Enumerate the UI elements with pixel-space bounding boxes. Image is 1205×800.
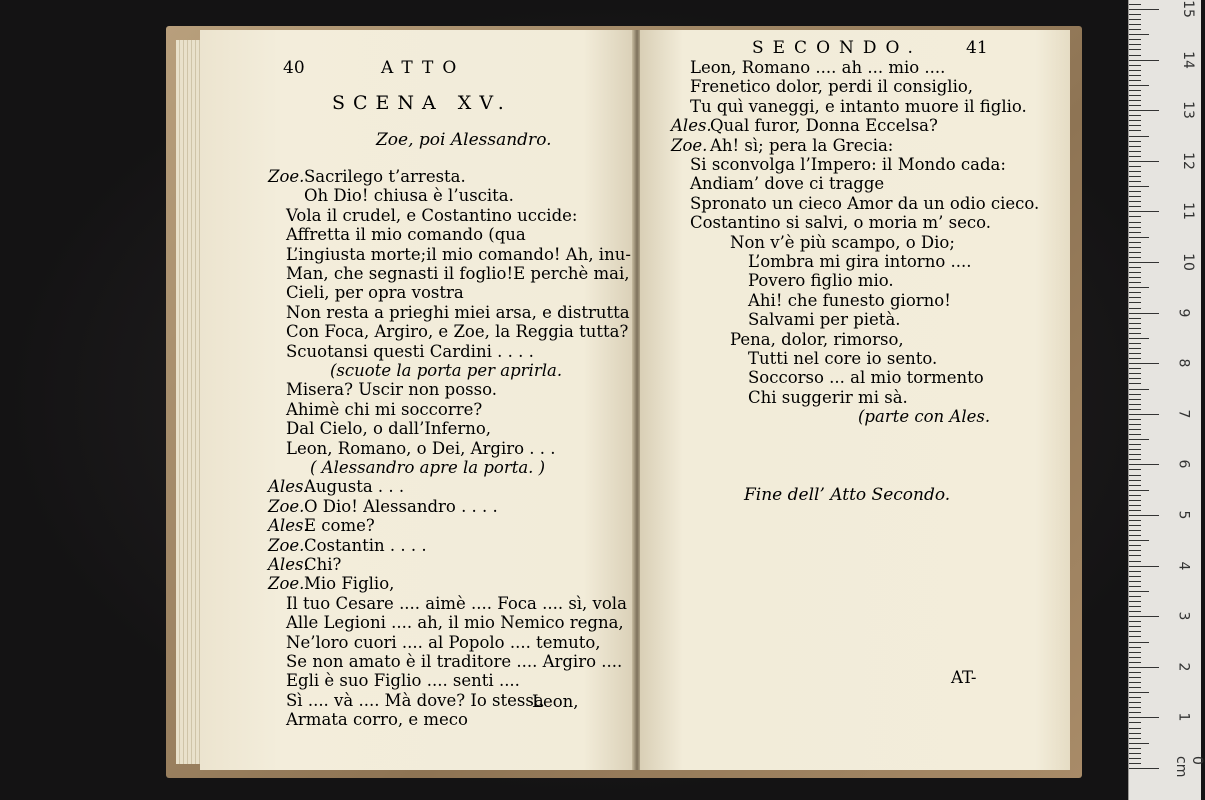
ruler-tick <box>1129 328 1141 329</box>
ruler-tick <box>1129 768 1159 769</box>
ruler-tick <box>1129 662 1141 663</box>
ruler-tick <box>1129 378 1141 379</box>
ruler-tick <box>1129 151 1141 152</box>
verse-line: Chi? <box>304 555 342 574</box>
ruler-tick <box>1129 70 1141 71</box>
verse-line: O Dio! Alessandro . . . . <box>304 496 498 516</box>
ruler-tick <box>1129 677 1141 678</box>
ruler-tick <box>1129 302 1141 303</box>
speaker-label: Ales. <box>671 116 712 136</box>
verse-line: Ahi! che funesto giorno! <box>748 290 951 310</box>
ruler-tick <box>1129 252 1141 253</box>
verse-line: L’ingiusta morte;il mio comando! Ah, inu- <box>286 244 631 264</box>
ruler-tick <box>1129 763 1141 764</box>
ruler-tick <box>1129 475 1141 476</box>
ruler-tick <box>1129 277 1141 278</box>
ruler-tick <box>1129 717 1159 718</box>
ruler-tick <box>1129 404 1141 405</box>
ruler-tick <box>1129 439 1149 440</box>
ruler-tick <box>1129 242 1141 243</box>
ruler-tick <box>1129 100 1141 101</box>
ruler-tick <box>1129 485 1141 486</box>
verse-line: Man, che segnasti il foglio!E perchè mai, <box>286 264 630 283</box>
ruler-tick <box>1129 186 1149 187</box>
verse-line: Dal Cielo, o dall’Inferno, <box>286 419 492 439</box>
ruler-tick <box>1129 120 1141 121</box>
ruler-tick <box>1129 176 1141 177</box>
ruler-tick <box>1129 115 1141 116</box>
ruler-tick <box>1129 636 1141 637</box>
verse-line: Sacrilego t’arresta. <box>304 167 466 186</box>
ruler-tick <box>1129 222 1141 223</box>
verse-line: Andiam’ dove ci tragge <box>690 174 885 194</box>
verse-line: Qual furor, Donna Eccelsa? <box>710 116 938 136</box>
ruler-tick <box>1129 626 1141 627</box>
ruler-tick <box>1129 313 1159 314</box>
ruler-tick <box>1129 424 1141 425</box>
ruler-tick <box>1129 469 1141 470</box>
ruler-tick <box>1129 227 1141 228</box>
ruler-tick <box>1129 515 1159 516</box>
verse-line: Ahimè chi mi soccorre? <box>286 399 483 419</box>
ruler-tick <box>1129 454 1141 455</box>
ruler-tick <box>1129 621 1141 622</box>
ruler-tick <box>1129 490 1149 491</box>
speaker-label: Zoe. <box>268 167 305 186</box>
ruler-tick <box>1129 4 1141 5</box>
ruler-tick <box>1129 308 1141 309</box>
speaker-label: Zoe. <box>268 535 305 555</box>
verse-line: Misera? Uscir non posso. <box>286 380 497 400</box>
ruler-tick <box>1129 596 1141 597</box>
speaker-label: Ales. <box>268 477 309 497</box>
ruler-tick <box>1129 65 1141 66</box>
speaker-label: Zoe. <box>671 135 708 155</box>
ruler-tick <box>1129 748 1141 749</box>
ruler-tick <box>1129 136 1149 137</box>
ruler-tick <box>1129 130 1141 131</box>
ruler-tick <box>1129 318 1141 319</box>
ruler-mark-label: 10 <box>1179 253 1196 271</box>
ruler-mark-label: 4 <box>1175 561 1192 571</box>
ruler-tick <box>1129 343 1141 344</box>
ruler-tick <box>1129 753 1141 754</box>
verse-line: Si sconvolga l’Impero: il Mondo cada: <box>690 155 1006 174</box>
ruler-tick <box>1129 555 1141 556</box>
ruler-tick <box>1129 297 1141 298</box>
ruler-tick <box>1129 191 1141 192</box>
measurement-ruler <box>1128 0 1205 800</box>
ruler-tick <box>1129 510 1141 511</box>
verse-line: Leon, Romano, o Dei, Argiro . . . <box>286 438 556 458</box>
ruler-tick <box>1129 444 1141 445</box>
ruler-tick <box>1129 181 1141 182</box>
ruler-tick <box>1129 206 1141 207</box>
ruler-tick <box>1129 743 1149 744</box>
ruler-tick <box>1129 399 1141 400</box>
ruler-tick <box>1129 535 1141 536</box>
ruler-tick <box>1129 353 1141 354</box>
ruler-tick <box>1129 647 1141 648</box>
ruler-mark-label: 15 <box>1179 0 1196 18</box>
ruler-tick <box>1129 520 1141 521</box>
ruler-tick <box>1129 722 1141 723</box>
verse-line: Oh Dio! chiusa è l’uscita. <box>304 186 514 206</box>
ruler-tick <box>1129 90 1141 91</box>
ruler-tick <box>1129 358 1141 359</box>
verse-line: Frenetico dolor, perdi il consiglio, <box>690 77 974 97</box>
ruler-tick <box>1129 530 1141 531</box>
ruler-tick <box>1129 464 1159 465</box>
ruler-tick <box>1129 394 1141 395</box>
ruler-tick <box>1129 631 1141 632</box>
ruler-tick <box>1129 606 1141 607</box>
verse-line: Povero figlio mio. <box>748 271 894 291</box>
ruler-tick <box>1129 697 1141 698</box>
ruler-mark-label: 2 <box>1175 662 1192 672</box>
verse-line: Pena, dolor, rimorso, <box>730 329 904 349</box>
ruler-tick <box>1129 500 1141 501</box>
ruler-tick <box>1129 110 1159 111</box>
ruler-tick <box>1129 49 1141 50</box>
verse-line: Ah! sì; pera la Grecia: <box>710 135 894 155</box>
ruler-tick <box>1129 39 1141 40</box>
verse-line: Salvami per pietà. <box>748 310 901 330</box>
ruler-tick <box>1129 141 1141 142</box>
ruler-tick <box>1129 495 1141 496</box>
verse-line: ( Alessandro apre la porta. ) <box>310 458 546 477</box>
ruler-tick <box>1129 550 1141 551</box>
ruler-mark-label: 14 <box>1179 50 1196 69</box>
ruler-tick <box>1129 373 1141 374</box>
verse-line: L’ombra mi gira intorno .... <box>748 252 972 271</box>
right-running-head: SECONDO. <box>752 38 922 58</box>
ruler-tick <box>1129 338 1149 339</box>
verse-line: Se non amato è il traditore .... Argiro .... <box>286 652 623 671</box>
ruler-tick <box>1129 480 1141 481</box>
ruler-tick <box>1129 581 1141 582</box>
ruler-tick <box>1129 672 1141 673</box>
verse-line: Mio Figlio, <box>304 574 395 594</box>
verse-line: Con Foca, Argiro, e Zoe, la Reggia tutta? <box>286 322 629 342</box>
ruler-tick <box>1129 171 1141 172</box>
verse-line: Affretta il mio comando (qua <box>286 225 526 245</box>
ruler-tick <box>1129 576 1141 577</box>
ruler-mark-label: 13 <box>1179 101 1196 120</box>
ruler-tick <box>1129 540 1149 541</box>
ruler-tick <box>1129 292 1141 293</box>
verse-line: Tu quì vaneggi, e intanto muore il figlio. <box>690 96 1027 116</box>
ruler-tick <box>1129 687 1141 688</box>
scene-subtitle: Zoe, poi Alessandro. <box>376 130 552 150</box>
ruler-tick <box>1129 211 1159 212</box>
ruler-tick <box>1129 449 1141 450</box>
ruler-tick <box>1129 19 1141 20</box>
ruler-tick <box>1129 652 1141 653</box>
ruler-tick <box>1129 24 1141 25</box>
ruler-tick <box>1129 29 1141 30</box>
ruler-tick <box>1129 368 1141 369</box>
speaker-label: Zoe. <box>268 496 305 516</box>
ruler-tick <box>1129 571 1141 572</box>
ruler-tick <box>1129 429 1141 430</box>
ruler-mark-label: 11 <box>1179 202 1196 221</box>
ruler-tick <box>1129 728 1141 729</box>
ruler-mark-label: 9 <box>1175 308 1192 318</box>
ruler-tick <box>1129 201 1141 202</box>
ruler-tick <box>1129 196 1141 197</box>
verse-line: Costantino si salvi, o moria m’ seco. <box>690 213 991 233</box>
page-edges <box>176 40 202 764</box>
ruler-mark-label: 6 <box>1175 459 1192 469</box>
ruler-tick <box>1129 85 1149 86</box>
end-of-act-note: Fine dell’ Atto Secondo. <box>744 485 951 505</box>
ruler-tick <box>1129 232 1141 233</box>
verse-line: Non resta a prieghi miei arsa, e distrutta <box>286 302 630 322</box>
right-page-number: 41 <box>966 38 988 58</box>
speaker-label: Ales. <box>268 516 309 536</box>
verse-line: Il tuo Cesare .... aimè .... Foca .... sì, vola <box>286 593 627 613</box>
ruler-tick <box>1129 95 1141 96</box>
ruler-tick <box>1129 216 1141 217</box>
ruler-tick <box>1129 642 1149 643</box>
ruler-mark-label: 1 <box>1175 712 1192 722</box>
ruler-tick <box>1129 586 1141 587</box>
ruler-tick <box>1129 262 1159 263</box>
ruler-tick <box>1129 14 1141 15</box>
ruler-tick <box>1129 80 1141 81</box>
ruler-tick <box>1129 459 1141 460</box>
ruler-tick <box>1129 247 1141 248</box>
ruler-tick <box>1129 409 1141 410</box>
verse-line: Egli è suo Figlio .... senti .... <box>286 671 520 691</box>
ruler-tick <box>1129 616 1159 617</box>
right-catchword: AT- <box>951 668 977 687</box>
verse-line: Leon, Romano .... ah ... mio .... <box>690 58 946 77</box>
ruler-tick <box>1129 34 1149 35</box>
ruler-tick <box>1129 414 1159 415</box>
ruler-tick <box>1129 657 1141 658</box>
ruler-tick <box>1129 105 1141 106</box>
ruler-tick <box>1129 733 1141 734</box>
ruler-tick <box>1129 566 1159 567</box>
ruler-tick <box>1129 9 1159 10</box>
ruler-tick <box>1129 55 1141 56</box>
ruler-mark-label: 8 <box>1175 358 1192 368</box>
speaker-label: Zoe. <box>268 574 305 594</box>
verse-line: (parte con Ales. <box>858 407 991 427</box>
ruler-tick <box>1129 282 1141 283</box>
verse-line: Costantin . . . . <box>304 535 427 555</box>
ruler-tick <box>1129 561 1141 562</box>
ruler-tick <box>1129 712 1141 713</box>
ruler-tick <box>1129 287 1149 288</box>
verse-line: Soccorso ... al mio tormento <box>748 368 984 388</box>
ruler-tick <box>1129 363 1159 364</box>
ruler-tick <box>1129 237 1149 238</box>
verse-line: Cieli, per opra vostra <box>286 283 464 303</box>
verse-line: Ne’loro cuori .... al Popolo .... temuto, <box>286 632 601 652</box>
ruler-mark-label: 3 <box>1175 611 1192 621</box>
verse-line: Augusta . . . <box>304 477 405 497</box>
ruler-tick <box>1129 60 1159 61</box>
verse-line: Non v’è più scampo, o Dio; <box>730 232 955 252</box>
ruler-tick <box>1129 257 1141 258</box>
ruler-tick <box>1129 389 1149 390</box>
ruler-tick <box>1129 166 1141 167</box>
ruler-tick <box>1129 267 1141 268</box>
verse-line: (scuote la porta per aprirla. <box>330 361 563 380</box>
verse-line: Alle Legioni .... ah, il mio Nemico regna, <box>286 613 624 633</box>
verse-line: E come? <box>304 516 375 536</box>
ruler-tick <box>1129 591 1149 592</box>
verse-line: Vola il crudel, e Costantino uccide: <box>286 205 578 225</box>
scene-title: SCENA XV. <box>332 92 512 114</box>
ruler-unit-label: 0 cm <box>1173 756 1205 778</box>
ruler-tick <box>1129 125 1141 126</box>
ruler-tick <box>1129 667 1159 668</box>
ruler-tick <box>1129 707 1141 708</box>
ruler-tick <box>1129 75 1141 76</box>
ruler-tick <box>1129 702 1141 703</box>
verse-line: Sì .... và .... Mà dove? Io stessa <box>286 690 544 710</box>
ruler-mark-label: 5 <box>1175 510 1192 520</box>
ruler-tick <box>1129 348 1141 349</box>
ruler-tick <box>1129 682 1141 683</box>
ruler-tick <box>1129 383 1141 384</box>
ruler-tick <box>1129 692 1149 693</box>
ruler-tick <box>1129 156 1141 157</box>
ruler-tick <box>1129 419 1141 420</box>
ruler-tick <box>1129 758 1141 759</box>
ruler-tick <box>1129 738 1141 739</box>
ruler-tick <box>1129 601 1141 602</box>
left-page-number: 40 <box>283 58 305 78</box>
verse-line: Armata corro, e meco <box>286 710 468 730</box>
verse-line: Tutti nel core io sento. <box>748 349 938 368</box>
ruler-mark-label: 7 <box>1175 409 1192 419</box>
ruler-tick <box>1129 146 1141 147</box>
ruler-tick <box>1129 525 1141 526</box>
ruler-tick <box>1129 44 1141 45</box>
left-catchword: Leon, <box>532 692 579 711</box>
left-running-head: ATTO <box>381 58 466 78</box>
ruler-mark-label: 12 <box>1179 151 1196 170</box>
ruler-tick <box>1129 323 1141 324</box>
ruler-tick <box>1129 272 1141 273</box>
verse-line: Scuotansi questi Cardini . . . . <box>286 341 534 361</box>
speaker-label: Ales. <box>268 555 309 574</box>
ruler-tick <box>1129 333 1141 334</box>
ruler-tick <box>1129 545 1141 546</box>
ruler-tick <box>1129 434 1141 435</box>
ruler-tick <box>1129 505 1141 506</box>
verse-line: Chi suggerir mi sà. <box>748 387 908 407</box>
ruler-tick <box>1129 611 1141 612</box>
ruler-tick <box>1129 161 1159 162</box>
verse-line: Spronato un cieco Amor da un odio cieco. <box>690 193 1040 213</box>
